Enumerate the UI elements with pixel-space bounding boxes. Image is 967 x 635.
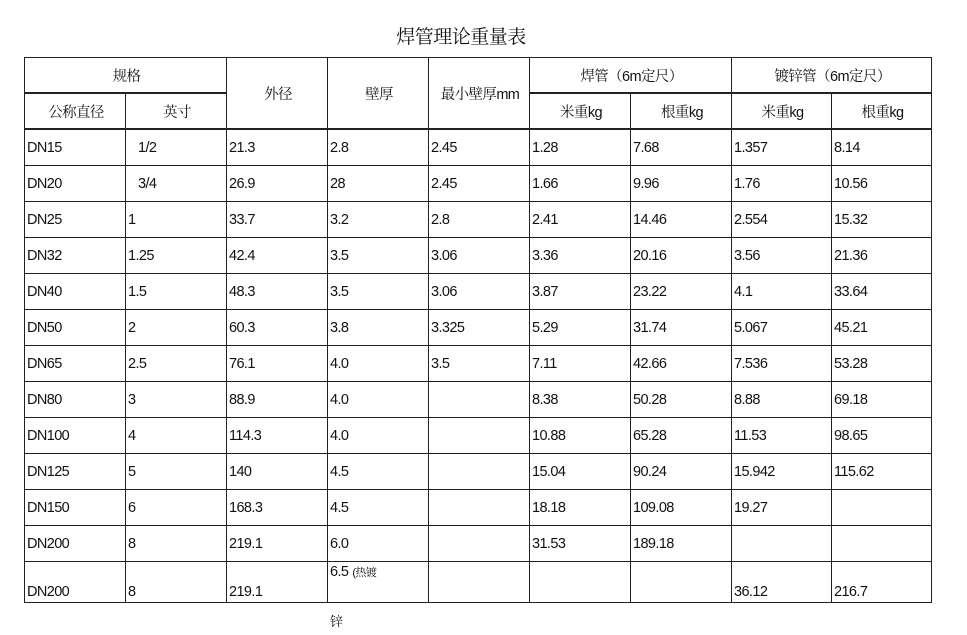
cell-galv-piece: 98.65	[832, 418, 932, 454]
table-title: 焊管理论重量表	[396, 27, 526, 48]
cell-welded-meter: 8.38	[530, 382, 631, 418]
cell-inch: 1	[126, 202, 227, 238]
cell-galv-meter: 11.53	[732, 418, 832, 454]
cell-min-wall: 3.5	[429, 346, 530, 382]
cell-galv-piece: 33.64	[832, 274, 932, 310]
cell-inch: 5	[126, 454, 227, 490]
cell-galv-piece	[832, 490, 932, 526]
cell-galv-meter: 36.12	[732, 562, 832, 603]
header-inch: 英寸	[126, 93, 227, 129]
table-row	[25, 382, 932, 418]
table-row	[25, 129, 932, 166]
cell-inch: 8	[126, 526, 227, 562]
cell-od: 42.4	[227, 238, 328, 274]
cell-od: 219.1	[227, 562, 328, 603]
header-welded: 焊管（6m定尺）	[530, 58, 732, 94]
cell-wall: 3.2	[328, 202, 429, 238]
header-wall: 壁厚	[328, 58, 429, 130]
cell-od: 168.3	[227, 490, 328, 526]
table-row	[25, 166, 932, 202]
cell-galv-piece: 10.56	[832, 166, 932, 202]
cell-dn: DN20	[25, 166, 126, 202]
cell-min-wall	[429, 562, 530, 603]
table-row	[25, 238, 932, 274]
cell-welded-piece: 90.24	[631, 454, 732, 490]
cell-galv-meter: 8.88	[732, 382, 832, 418]
cell-wall: 6.0	[328, 526, 429, 562]
cell-min-wall: 3.06	[429, 274, 530, 310]
cell-od: 21.3	[227, 129, 328, 166]
cell-welded-meter: 15.04	[530, 454, 631, 490]
cell-inch: 1.5	[126, 274, 227, 310]
cell-inch: 8	[126, 562, 227, 603]
cell-galv-meter: 4.1	[732, 274, 832, 310]
cell-welded-piece: 9.96	[631, 166, 732, 202]
cell-inch: 3/4	[126, 166, 227, 202]
cell-inch: 1.25	[126, 238, 227, 274]
cell-min-wall: 2.45	[429, 166, 530, 202]
cell-wall: 4.5	[328, 490, 429, 526]
cell-dn: DN65	[25, 346, 126, 382]
cell-dn: DN125	[25, 454, 126, 490]
cell-dn: DN100	[25, 418, 126, 454]
wall-note-overflow: 锌	[330, 614, 344, 629]
cell-welded-meter: 5.29	[530, 310, 631, 346]
header-galv-meter: 米重kg	[732, 93, 832, 129]
cell-welded-meter: 7.11	[530, 346, 631, 382]
cell-welded-meter: 3.36	[530, 238, 631, 274]
header-nominal: 公称直径	[25, 93, 126, 129]
table-row	[25, 310, 932, 346]
cell-galv-meter: 1.76	[732, 166, 832, 202]
cell-galv-meter: 5.067	[732, 310, 832, 346]
cell-dn: DN50	[25, 310, 126, 346]
cell-inch: 6	[126, 490, 227, 526]
cell-min-wall: 3.06	[429, 238, 530, 274]
cell-welded-piece: 42.66	[631, 346, 732, 382]
table-row	[25, 526, 932, 562]
header-galv: 镀锌管（6m定尺）	[732, 58, 932, 94]
cell-galv-meter: 7.536	[732, 346, 832, 382]
cell-galv-piece: 45.21	[832, 310, 932, 346]
cell-od: 33.7	[227, 202, 328, 238]
cell-welded-piece: 7.68	[631, 129, 732, 166]
cell-galv-meter: 1.357	[732, 129, 832, 166]
header-row-1	[25, 58, 932, 94]
cell-welded-piece: 23.22	[631, 274, 732, 310]
cell-inch: 2.5	[126, 346, 227, 382]
cell-galv-meter: 19.27	[732, 490, 832, 526]
cell-dn: DN40	[25, 274, 126, 310]
cell-galv-meter	[732, 526, 832, 562]
table-row	[25, 418, 932, 454]
cell-welded-meter: 31.53	[530, 526, 631, 562]
cell-welded-meter: 2.41	[530, 202, 631, 238]
wall-value: 6.5	[330, 564, 349, 580]
cell-dn: DN150	[25, 490, 126, 526]
cell-welded-piece: 50.28	[631, 382, 732, 418]
cell-welded-piece: 189.18	[631, 526, 732, 562]
cell-dn: DN15	[25, 129, 126, 166]
cell-welded-meter: 10.88	[530, 418, 631, 454]
cell-galv-piece: 216.7	[832, 562, 932, 603]
table-row	[25, 454, 932, 490]
weight-table	[24, 57, 932, 603]
cell-welded-piece: 20.16	[631, 238, 732, 274]
cell-galv-piece: 21.36	[832, 238, 932, 274]
cell-od: 219.1	[227, 526, 328, 562]
cell-welded-piece	[631, 562, 732, 603]
table-row	[25, 562, 932, 603]
cell-od: 60.3	[227, 310, 328, 346]
cell-wall: 3.5	[328, 274, 429, 310]
cell-wall: 2.8	[328, 129, 429, 166]
cell-dn: DN32	[25, 238, 126, 274]
cell-wall	[328, 562, 429, 603]
cell-wall: 4.5	[328, 454, 429, 490]
cell-min-wall	[429, 526, 530, 562]
cell-welded-piece: 109.08	[631, 490, 732, 526]
header-min-wall: 最小壁厚mm	[429, 58, 530, 130]
cell-welded-meter: 3.87	[530, 274, 631, 310]
cell-od: 88.9	[227, 382, 328, 418]
wall-note: (热镀	[352, 567, 377, 579]
cell-galv-meter: 2.554	[732, 202, 832, 238]
cell-min-wall	[429, 382, 530, 418]
cell-od: 76.1	[227, 346, 328, 382]
cell-galv-piece: 115.62	[832, 454, 932, 490]
cell-welded-piece: 14.46	[631, 202, 732, 238]
cell-galv-piece: 8.14	[832, 129, 932, 166]
cell-od: 48.3	[227, 274, 328, 310]
cell-galv-meter: 3.56	[732, 238, 832, 274]
cell-galv-piece: 69.18	[832, 382, 932, 418]
header-spec: 规格	[25, 58, 227, 94]
cell-inch: 4	[126, 418, 227, 454]
cell-od: 140	[227, 454, 328, 490]
cell-welded-meter: 1.28	[530, 129, 631, 166]
cell-wall: 3.5	[328, 238, 429, 274]
cell-min-wall: 3.325	[429, 310, 530, 346]
cell-galv-piece	[832, 526, 932, 562]
cell-welded-meter	[530, 562, 631, 603]
cell-dn: DN80	[25, 382, 126, 418]
cell-dn: DN200	[25, 562, 126, 603]
cell-galv-piece: 15.32	[832, 202, 932, 238]
cell-welded-piece: 65.28	[631, 418, 732, 454]
cell-wall: 4.0	[328, 418, 429, 454]
cell-od: 114.3	[227, 418, 328, 454]
cell-od: 26.9	[227, 166, 328, 202]
cell-wall: 4.0	[328, 346, 429, 382]
cell-dn: DN25	[25, 202, 126, 238]
header-welded-meter: 米重kg	[530, 93, 631, 129]
cell-inch: 2	[126, 310, 227, 346]
cell-inch: 3	[126, 382, 227, 418]
cell-welded-piece: 31.74	[631, 310, 732, 346]
cell-dn: DN200	[25, 526, 126, 562]
cell-galv-piece: 53.28	[832, 346, 932, 382]
cell-wall: 3.8	[328, 310, 429, 346]
cell-galv-meter: 15.942	[732, 454, 832, 490]
header-welded-piece: 根重kg	[631, 93, 732, 129]
cell-min-wall	[429, 418, 530, 454]
cell-min-wall	[429, 490, 530, 526]
table-row	[25, 202, 932, 238]
header-galv-piece: 根重kg	[832, 93, 932, 129]
cell-wall: 28	[328, 166, 429, 202]
cell-inch: 1/2	[126, 129, 227, 166]
header-od: 外径	[227, 58, 328, 130]
cell-wall: 4.0	[328, 382, 429, 418]
cell-welded-meter: 1.66	[530, 166, 631, 202]
cell-welded-meter: 18.18	[530, 490, 631, 526]
table-row	[25, 346, 932, 382]
table-row	[25, 490, 932, 526]
cell-min-wall: 2.8	[429, 202, 530, 238]
table-row	[25, 274, 932, 310]
cell-min-wall: 2.45	[429, 129, 530, 166]
cell-min-wall	[429, 454, 530, 490]
